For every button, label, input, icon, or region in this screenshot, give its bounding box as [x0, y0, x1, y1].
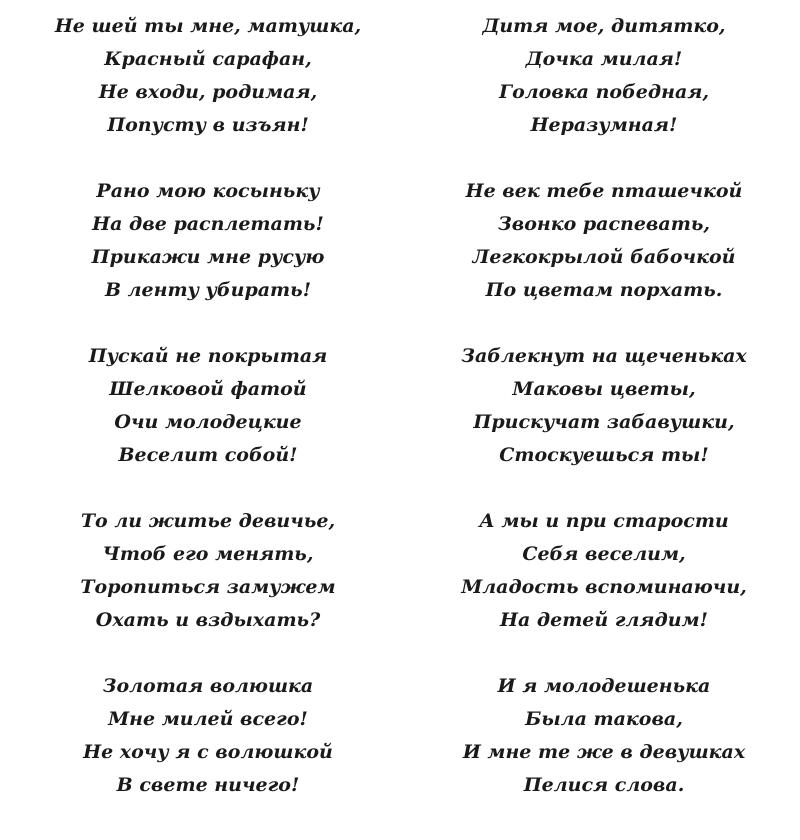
poem-line: Не век тебе пташечкой [465, 180, 743, 202]
poem-line: То ли житье девичье, [80, 510, 336, 532]
poem-line: Дитя мое, дитятко, [482, 15, 726, 37]
poem-line: Неразумная! [530, 114, 678, 136]
poem-line: Красный сарафан, [104, 48, 312, 70]
right-column [434, 10, 774, 835]
poem-line: На детей глядим! [500, 609, 708, 631]
poem-line: Себя веселим, [522, 543, 686, 565]
stanza [38, 340, 378, 472]
poem-line: Маковы цветы, [512, 378, 696, 400]
stanza [434, 505, 774, 637]
poem-line: Попусту в изъян! [107, 114, 309, 136]
poem-line: Очи молодецкие [114, 411, 302, 433]
poem-line: Пелися слова. [523, 774, 685, 796]
poem-line: В ленту убирать! [104, 279, 312, 301]
poem-line: А мы и при старости [479, 510, 729, 532]
poem-line: Чтоб его менять, [102, 543, 314, 565]
poem-line: Торопиться замужем [80, 576, 336, 598]
poem-line: На две расплетать! [92, 213, 324, 235]
stanza [38, 505, 378, 637]
poem-line: Не входи, родимая, [98, 81, 318, 103]
poem-line: Шелковой фатой [109, 378, 307, 400]
stanza [38, 10, 378, 142]
poem-line: И мне те же в девушках [462, 741, 746, 763]
stanza [434, 340, 774, 472]
poem-line: По цветам порхать. [485, 279, 723, 301]
poem-line: Легкокрылой бабочкой [472, 246, 736, 268]
poem-line: Прикажи мне русую [91, 246, 325, 268]
poem-line: И я молодешенька [497, 675, 711, 697]
poem-line: Не хочу я с волюшкой [83, 741, 333, 763]
poem-line: Стоскуешься ты! [499, 444, 709, 466]
poem-line: Охать и вздыхать? [95, 609, 321, 631]
stanza [38, 175, 378, 307]
poem-line: Золотая волюшка [102, 675, 314, 697]
poem-line: Звонко распевать, [498, 213, 710, 235]
poem-line: Заблекнут на щеченьках [461, 345, 747, 367]
poem-line: Не шей ты мне, матушка, [54, 15, 362, 37]
stanza [434, 10, 774, 142]
poem-line: Мне милей всего! [108, 708, 308, 730]
poem-line: Рано мою косыньку [96, 180, 320, 202]
poem-line: Головка победная, [498, 81, 710, 103]
poem-line: В свете ничего! [116, 774, 300, 796]
stanza [38, 670, 378, 802]
stanza [434, 670, 774, 802]
stanza [434, 175, 774, 307]
poem-line: Была такова, [525, 708, 683, 730]
left-column [38, 10, 378, 835]
poem-line: Прискучат забавушки, [473, 411, 735, 433]
poem-line: Дочка милая! [525, 48, 683, 70]
poem-line: Веселит собой! [118, 444, 298, 466]
poem-line: Младость вспоминаючи, [461, 576, 747, 598]
poem-line: Пускай не покрытая [88, 345, 328, 367]
